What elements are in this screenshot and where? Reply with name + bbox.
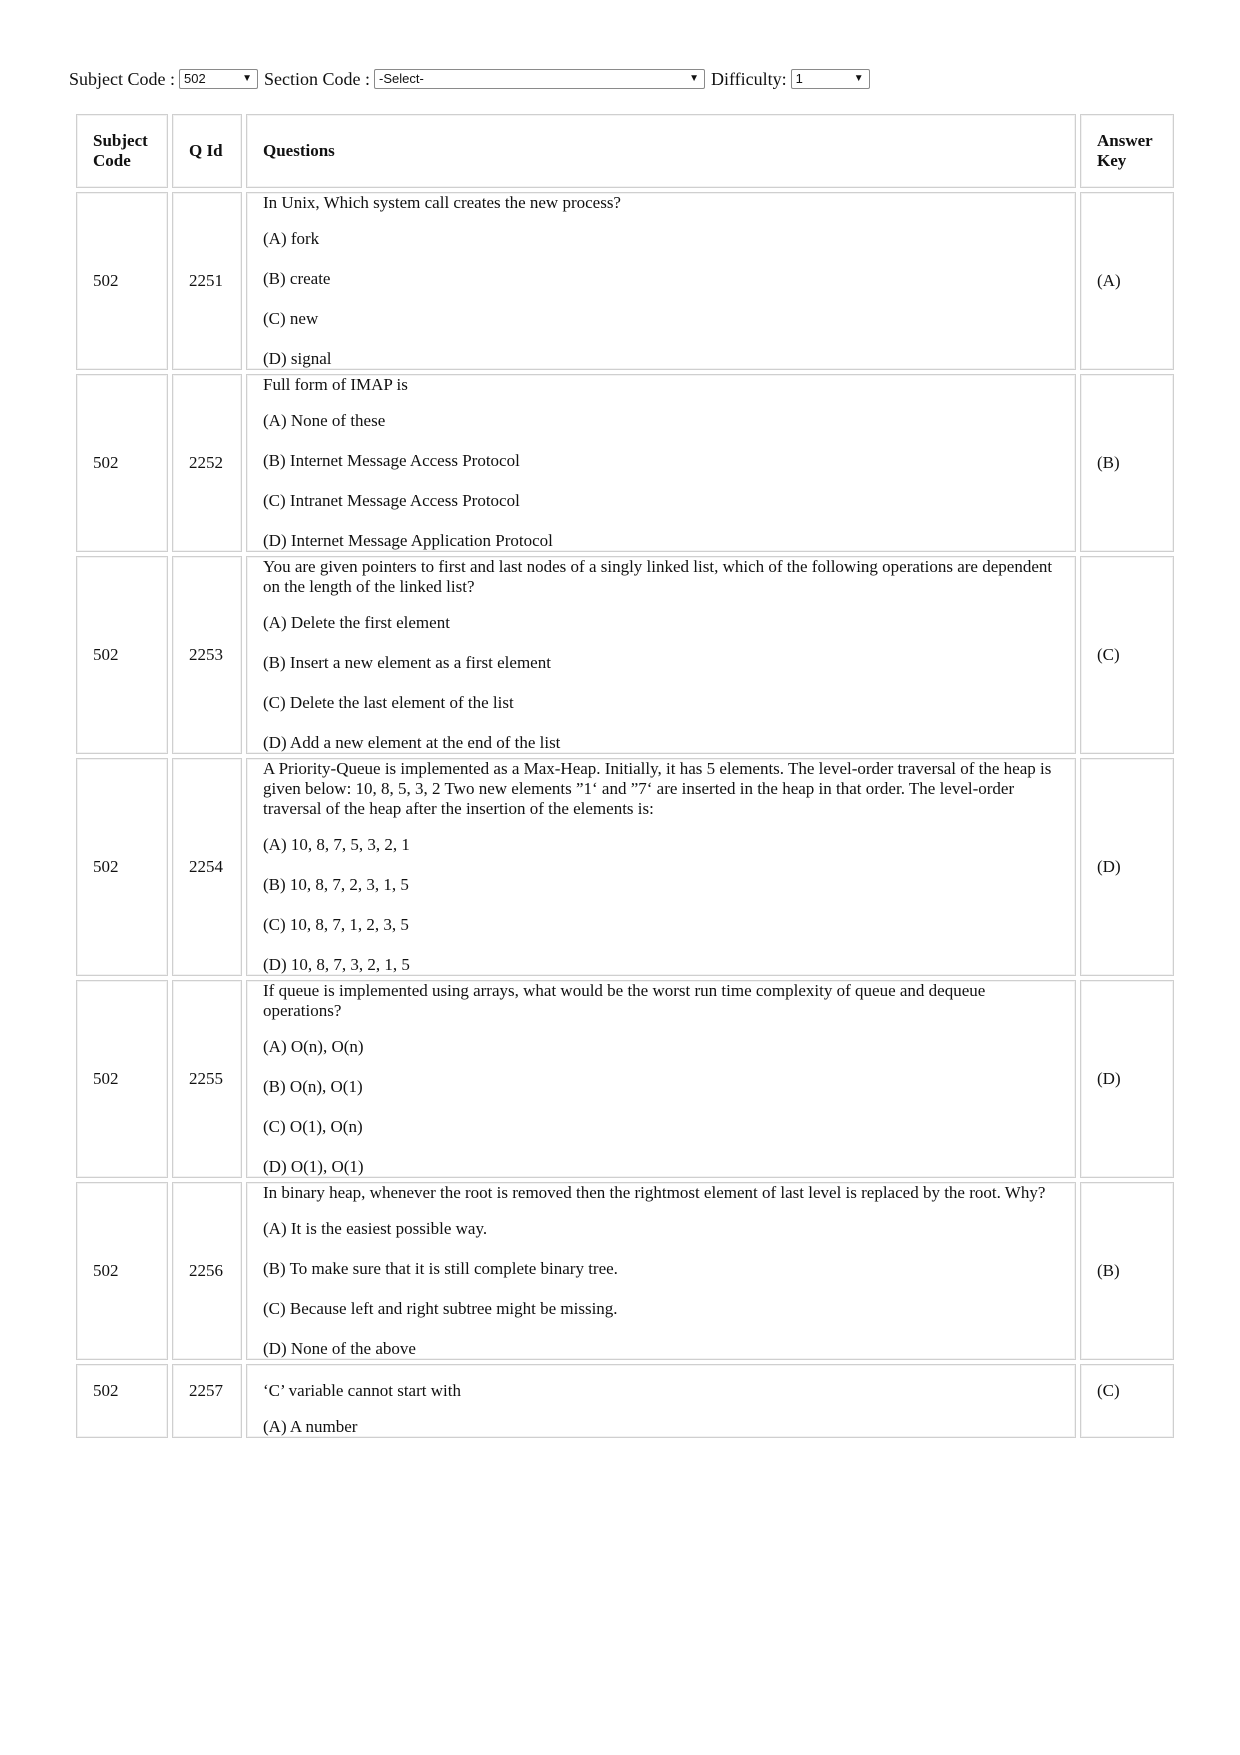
answer-key-cell: (B) bbox=[1080, 374, 1174, 552]
answer-option: (C) new bbox=[263, 309, 319, 328]
table-header-row bbox=[76, 114, 1174, 188]
filter-bar bbox=[69, 67, 876, 91]
question-cell bbox=[246, 1182, 1076, 1360]
table-body bbox=[76, 192, 1174, 1438]
table-row bbox=[76, 192, 1174, 370]
subject-code-cell: 502 bbox=[76, 192, 168, 370]
answer-option: (D) O(1), O(1) bbox=[263, 1157, 364, 1176]
answer-option: (D) Internet Message Application Protocol bbox=[263, 531, 553, 550]
answer-option: (D) None of the above bbox=[263, 1339, 416, 1358]
question-cell bbox=[246, 1364, 1076, 1438]
answer-option: (A) 10, 8, 7, 5, 3, 2, 1 bbox=[263, 835, 410, 854]
answer-key-cell: (B) bbox=[1080, 1182, 1174, 1360]
subject-code-cell: 502 bbox=[76, 980, 168, 1178]
answer-key-cell: (D) bbox=[1080, 980, 1174, 1178]
question-cell bbox=[246, 980, 1076, 1178]
answer-option: (B) To make sure that it is still complete binary tree. bbox=[263, 1259, 618, 1278]
difficulty-label: Difficulty: bbox=[711, 68, 787, 89]
subject-code-value: 502 bbox=[184, 71, 206, 86]
question-cell bbox=[246, 556, 1076, 754]
question-cell bbox=[246, 758, 1076, 976]
answer-option: (A) It is the easiest possible way. bbox=[263, 1219, 488, 1238]
answer-option: (A) O(n), O(n) bbox=[263, 1037, 364, 1056]
question-cell bbox=[246, 374, 1076, 552]
answer-option: (C) O(1), O(n) bbox=[263, 1117, 363, 1136]
table-row bbox=[76, 1364, 1174, 1438]
question-text: You are given pointers to first and last nodes of a singly linked list, which of the following operations are dependent on the length of the linked list? bbox=[263, 557, 1053, 596]
header-q-id: Q Id bbox=[172, 114, 242, 188]
answer-key-cell: (D) bbox=[1080, 758, 1174, 976]
subject-code-cell: 502 bbox=[76, 556, 168, 754]
question-id-cell: 2254 bbox=[172, 758, 242, 976]
question-text: ‘C’ variable cannot start with bbox=[263, 1381, 461, 1400]
dropdown-arrow-icon: ▼ bbox=[689, 73, 699, 84]
answer-option: (A) fork bbox=[263, 229, 320, 248]
question-id-cell: 2257 bbox=[172, 1364, 242, 1438]
dropdown-arrow-icon: ▼ bbox=[853, 73, 864, 84]
subject-code-select[interactable] bbox=[179, 69, 258, 89]
answer-option: (A) Delete the first element bbox=[263, 613, 450, 632]
table-row bbox=[76, 1182, 1174, 1360]
answer-option: (B) Insert a new element as a first element bbox=[263, 653, 551, 672]
answer-option: (D) signal bbox=[263, 349, 332, 368]
answer-option: (B) O(n), O(1) bbox=[263, 1077, 363, 1096]
section-code-value: -Select- bbox=[379, 71, 424, 86]
difficulty-select[interactable] bbox=[791, 69, 870, 89]
table-row bbox=[76, 980, 1174, 1178]
subject-code-cell: 502 bbox=[76, 758, 168, 976]
table-row bbox=[76, 374, 1174, 552]
answer-key-cell: (A) bbox=[1080, 192, 1174, 370]
question-id-cell: 2252 bbox=[172, 374, 242, 552]
answer-option: (B) Internet Message Access Protocol bbox=[263, 451, 520, 470]
answer-option: (A) None of these bbox=[263, 411, 386, 430]
question-text: In binary heap, whenever the root is removed then the rightmost element of last level is replaced by the root. Why? bbox=[263, 1183, 1046, 1202]
questions-table bbox=[72, 110, 1178, 1442]
subject-code-cell: 502 bbox=[76, 374, 168, 552]
difficulty-value: 1 bbox=[795, 71, 803, 86]
answer-option: (C) Because left and right subtree might be missing. bbox=[263, 1299, 618, 1318]
question-text: If queue is implemented using arrays, what would be the worst run time complexity of queue and dequeue operations? bbox=[263, 981, 986, 1020]
question-id-cell: 2251 bbox=[172, 192, 242, 370]
section-code-label: Section Code : bbox=[264, 68, 370, 89]
answer-option: (D) Add a new element at the end of the list bbox=[263, 733, 561, 752]
question-text: Full form of IMAP is bbox=[263, 375, 408, 394]
header-answer-key: Answer Key bbox=[1080, 114, 1174, 188]
answer-option: (D) 10, 8, 7, 3, 2, 1, 5 bbox=[263, 955, 410, 974]
table-row bbox=[76, 556, 1174, 754]
answer-key-cell: (C) bbox=[1080, 1364, 1174, 1438]
question-id-cell: 2256 bbox=[172, 1182, 242, 1360]
answer-option: (A) A number bbox=[263, 1417, 358, 1436]
header-subject-code: Subject Code bbox=[76, 114, 168, 188]
question-id-cell: 2255 bbox=[172, 980, 242, 1178]
subject-code-label: Subject Code : bbox=[69, 68, 175, 89]
table-row bbox=[76, 758, 1174, 976]
section-code-select[interactable] bbox=[374, 69, 705, 89]
answer-option: (C) Intranet Message Access Protocol bbox=[263, 491, 520, 510]
answer-option: (C) 10, 8, 7, 1, 2, 3, 5 bbox=[263, 915, 409, 934]
answer-key-cell: (C) bbox=[1080, 556, 1174, 754]
answer-option: (C) Delete the last element of the list bbox=[263, 693, 514, 712]
dropdown-arrow-icon: ▼ bbox=[242, 73, 252, 84]
answer-option: (B) create bbox=[263, 269, 331, 288]
question-cell bbox=[246, 192, 1076, 370]
header-questions: Questions bbox=[246, 114, 1076, 188]
question-text: A Priority-Queue is implemented as a Max-Heap. Initially, it has 5 elements. The level-order traversal of the heap is given below: 10, 8, 5, 3, 2 Two new elements ”1‘ and ”7‘ are inserted in the heap in that order. The level-order traversal of the heap after the insertion of the elements is: bbox=[263, 759, 1052, 818]
subject-code-cell: 502 bbox=[76, 1364, 168, 1438]
question-text: In Unix, Which system call creates the new process? bbox=[263, 193, 621, 212]
question-id-cell: 2253 bbox=[172, 556, 242, 754]
subject-code-cell: 502 bbox=[76, 1182, 168, 1360]
answer-option: (B) 10, 8, 7, 2, 3, 1, 5 bbox=[263, 875, 409, 894]
